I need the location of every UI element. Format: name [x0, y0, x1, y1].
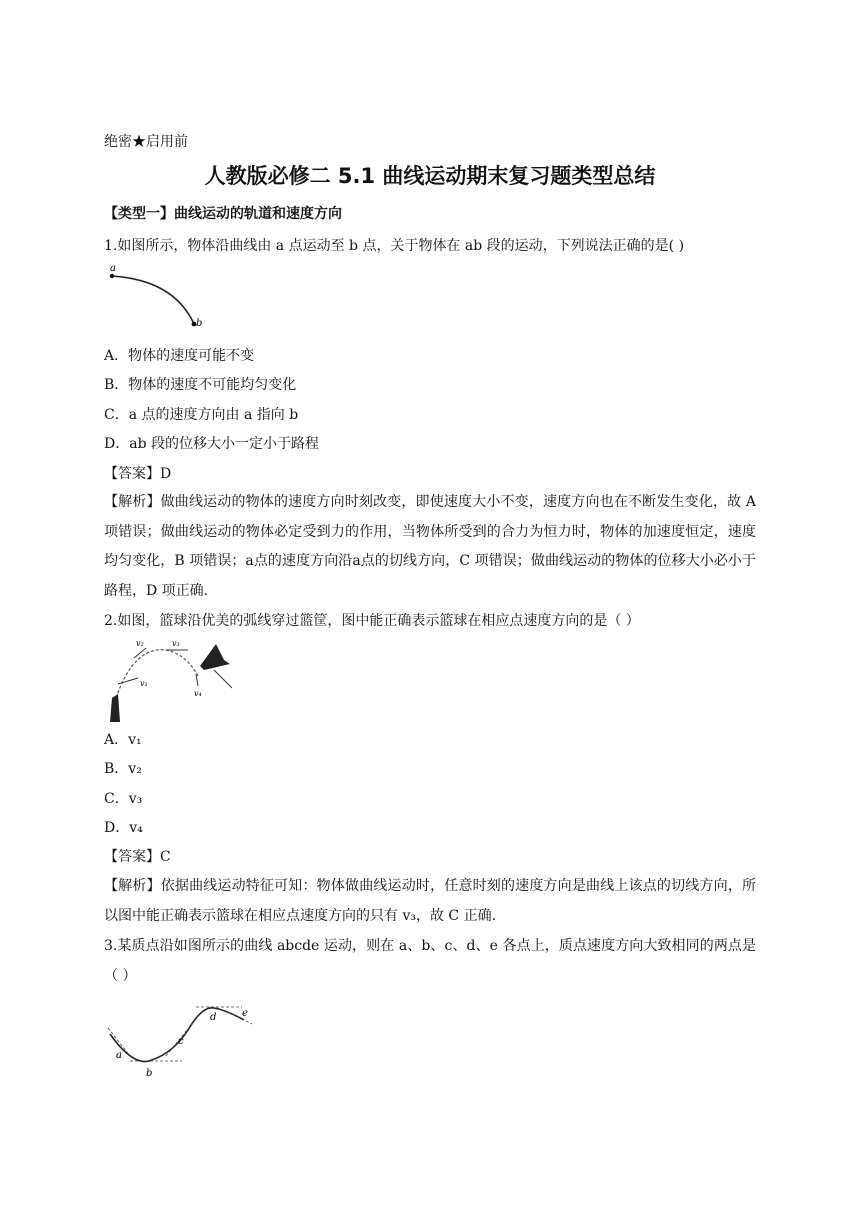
arrow-v2 [134, 648, 146, 658]
label-v4: v₄ [194, 689, 202, 698]
question-2-option-d: D．v₄ [104, 820, 143, 836]
hoop-line [214, 670, 232, 688]
question-1-analysis: 【解析】做曲线运动的物体的速度方向时刻改变，即使速度大小不变，速度方向也在不断发生变化，故 A 项错误；做曲线运动的物体必定受到力的作用，当物体所受到的合力为恒力时，物体的加速度恒定，速度均匀变化，B 项错误；a点的速度方向沿a点的切线方向，C 项错误；做曲线运动的物体的位移大小必小于路程，D 项正确. [104, 494, 756, 599]
confidential-label: 绝密★启用前 [104, 134, 188, 150]
question-2-option-a: A．v₁ [104, 732, 142, 748]
question-3-stem: 3.某质点沿如图所示的曲线 abcde 运动，则在 a、b、c、d、e 各点上，质点速度方向大致相同的两点是（ ） [104, 938, 756, 984]
question-1-answer: 【答案】D [104, 466, 172, 482]
arrow-v1 [118, 678, 138, 684]
question-2-analysis: 【解析】依据曲线运动特征可知：物体做曲线运动时，任意时刻的速度方向是曲线上该点的切线方向，所以图中能正确表示篮球在相应点速度方向的只有 v₃，故 C 正确. [104, 878, 756, 924]
question-1-stem: 1.如图所示，物体沿曲线由 a 点运动至 b 点，关于物体在 ab 段的运动，下列说法正确的是( ) [104, 238, 685, 254]
curve-path [112, 276, 194, 324]
page-title: 人教版必修二 5.1 曲线运动期末复习题类型总结 [204, 164, 656, 188]
label-c: c [178, 1036, 184, 1047]
question-1-option-b: B．物体的速度不可能均匀变化 [104, 377, 297, 393]
point-a [110, 274, 114, 278]
question-3-figure [104, 994, 264, 1080]
label-e: e [242, 1008, 248, 1019]
question-1-option-d: D．ab 段的位移大小一定小于路程 [104, 436, 319, 452]
label-b: b [146, 1068, 153, 1079]
question-2-stem: 2.如图，篮球沿优美的弧线穿过篮筐，图中能正确表示篮球在相应点速度方向的是（ ） [104, 613, 640, 629]
player-shape [110, 694, 120, 722]
section-heading-1: 【类型一】曲线运动的轨道和速度方向 [104, 206, 342, 222]
label-d: d [210, 1012, 217, 1023]
label-a: a [116, 1050, 122, 1061]
curve-abcde [110, 1008, 244, 1062]
question-2-figure [104, 636, 244, 722]
label-v2: v₂ [136, 639, 144, 648]
basketball-arc [116, 650, 198, 698]
question-2-answer: 【答案】C [104, 849, 171, 865]
question-1-figure [104, 262, 214, 332]
hoop-backboard [200, 644, 230, 670]
question-1-option-c: C．a 点的速度方向由 a 指向 b [104, 407, 299, 423]
question-2-option-b: B．v₂ [104, 761, 142, 777]
question-2-option-c: C．v₃ [104, 791, 143, 807]
question-1-option-a: A．物体的速度可能不变 [104, 348, 255, 364]
label-v1: v₁ [140, 679, 148, 688]
label-b: b [196, 318, 203, 329]
label-v3: v₃ [172, 639, 180, 648]
label-a: a [110, 263, 116, 274]
